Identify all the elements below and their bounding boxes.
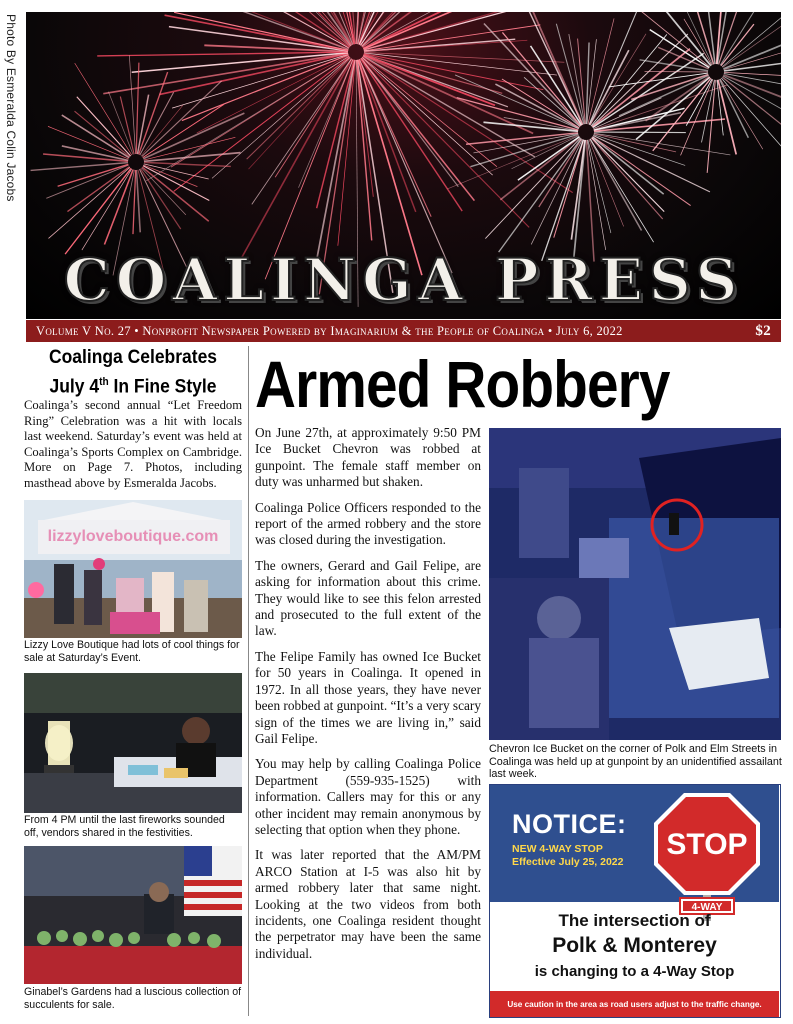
photo-credit: Photo By Esmeralda Colin Jacobs [4, 14, 18, 202]
firework-streak [165, 15, 349, 50]
banner-date: July 6, 2022 [556, 323, 623, 338]
tent-sign-text: lizzyloveboutique.com [47, 528, 219, 545]
caption-boutique: Lizzy Love Boutique had lots of cool things for sale at Saturday’s Event. [24, 639, 240, 664]
firework-streak [719, 12, 745, 64]
firework-streak [484, 24, 581, 127]
firework-streak [578, 39, 586, 124]
firework-streak [136, 170, 140, 232]
firework-streak [718, 80, 736, 155]
firework-streak [172, 54, 348, 108]
firework-streak [141, 168, 185, 215]
firework-streak [723, 76, 781, 115]
firework-streak [594, 132, 686, 133]
caption-vendors: From 4 PM until the last fireworks sounded off, vendors shared in the festivities. [24, 814, 225, 839]
left-headline-line1: Coalinga Celebrates [48, 347, 218, 368]
firework-streak [132, 53, 348, 72]
left-story-headline [33, 345, 234, 399]
firework-streak [586, 42, 589, 124]
firework-streak [139, 72, 168, 154]
firework-streak [364, 52, 564, 62]
succulents-photo [24, 846, 242, 984]
masthead-fireworks-image [26, 12, 781, 319]
firework-streak [684, 19, 712, 65]
firework-streak [364, 53, 557, 75]
boutique-tent-photo [24, 500, 242, 638]
notice-sub-line2: Effective July 25, 2022 [512, 855, 624, 868]
notice-intersection-line: The intersection of [558, 911, 711, 930]
notice-caution-footer: Use caution in the area as road users adjust to the traffic change. [490, 991, 779, 1017]
masthead-title: COALINGA PRESS [63, 246, 744, 314]
firework-streak [143, 104, 224, 157]
security-camera-photo [489, 428, 781, 740]
caption-succulents: Ginabel’s Gardens had a luscious collection of succulents for sale. [24, 986, 242, 1011]
main-article-body [255, 425, 481, 971]
banner-volume: Volume V [36, 323, 92, 338]
firework-streak [362, 58, 530, 228]
firework-streak [447, 135, 578, 189]
firework-streak [361, 58, 459, 186]
left-headline-sup: th [99, 376, 109, 388]
firework-streak [48, 167, 129, 238]
main-headline: Armed Robbery [255, 347, 670, 421]
firework-streak [360, 59, 462, 211]
firework-streak [720, 12, 760, 65]
firework-streak [681, 79, 713, 155]
banner-tagline: Nonprofit Newspaper Powered by Imaginarium & the People of Coalinga [142, 323, 545, 338]
firework-streak [592, 34, 688, 126]
banner-issue: No. 27 [94, 323, 131, 338]
four-way-stop-notice [489, 784, 781, 1018]
firework-streak [593, 135, 710, 191]
column-divider [248, 346, 249, 1016]
firework-streak [197, 56, 349, 133]
firework-streak [133, 170, 136, 234]
article-paragraph: The owners, Gerard and Gail Felipe, are asking for information about this crime. They would like to see this felon arrested and prosecuted to the full extent of the law. [255, 557, 481, 639]
four-way-plate-text: 4-WAY [691, 902, 723, 913]
notice-sub-line1: NEW 4-WAY STOP [512, 843, 603, 855]
article-paragraph: You may help by calling Coalinga Police Department (559-935-1525) with information. Callers may for this or any other incident may remain anonymous by selecting that option when they phone. [255, 756, 481, 837]
article-paragraph: On June 27th, at approximately 9:50 PM Ice Bucket Chevron was robbed at gunpoint. The female staff member on duty was unharmed but shaken. [255, 425, 481, 490]
firework-streak [103, 53, 348, 93]
article-paragraph: Coalinga Police Officers responded to the report of the armed robbery and the store was closed during the investigation. [255, 499, 481, 548]
left-headline-line2 [33, 370, 234, 399]
notice-change-line: is changing to a 4-Way Stop [534, 963, 735, 980]
firework-streak [499, 138, 582, 252]
left-headline-july: July 4 [49, 376, 100, 398]
left-story-body: Coalinga’s second annual “Let Freedom Ring” Celebration was a hit with locals last weekend. Saturday’s event was held at Coalinga’s Sports Complex on Cambridge. More on Page 7. Photos, including masthead above by Esmeralda Jacobs. [24, 398, 242, 490]
firework-streak [592, 137, 663, 194]
firework-streak [359, 59, 431, 216]
firework-streak [502, 32, 580, 125]
notice-street-names: Polk & Monterey [552, 934, 717, 957]
notice-header-panel [490, 785, 779, 913]
firework-streak [46, 165, 128, 198]
firework-streak [362, 57, 493, 175]
firework-streak [363, 56, 535, 157]
article-paragraph: The Felipe Family has owned Ice Bucket for 50 years in Coalinga. It opened in 1972. In all those years, they have never been robbed at gunpoint. “It’s a very scary sign of the times we are living in,” said Gail Felipe. [255, 648, 481, 746]
firework-streak [664, 12, 711, 66]
vendor-lantern-photo [24, 673, 242, 813]
stop-sign-text: STOP [666, 828, 748, 861]
firework-streak [144, 162, 231, 166]
banner-price: $2 [755, 322, 771, 339]
firework-streak [590, 34, 646, 125]
stop-sign-icon [652, 791, 762, 921]
firework-streak [142, 167, 209, 221]
issue-banner: Volume V No. 27 • Nonprofit Newspaper Powered by Imaginarium & the People of Coalinga • July 6, 2022 $2 [26, 320, 781, 342]
firework-streak [364, 40, 527, 51]
firework-streak [358, 60, 422, 275]
firework-streak [360, 12, 473, 45]
firework-streak [721, 78, 781, 152]
notice-subtitle [512, 843, 624, 868]
firework-streak [722, 12, 781, 67]
robbery-photo-caption: Chevron Ice Bucket on the corner of Polk and Elm Streets in Coalinga was held up at gunpoint by an unidentified assailant last week. [489, 743, 782, 781]
firework-streak [363, 56, 573, 192]
firework-streak [143, 165, 197, 187]
firework-streak [136, 63, 139, 154]
article-paragraph: It was later reported that the AM/PM ARCO Station at I-5 was also hit by armed robbery later that same night. Looking at the two videos from both incidents, one Coalinga resident thought the perpetrator may have been the same individual. [255, 847, 481, 961]
firework-streak [142, 81, 222, 157]
firework-streak [120, 97, 134, 155]
notice-title: NOTICE: [512, 809, 627, 839]
left-headline-rest: In Fine Style [108, 376, 217, 398]
firework-streak [717, 12, 724, 64]
firework-streak [137, 95, 148, 154]
